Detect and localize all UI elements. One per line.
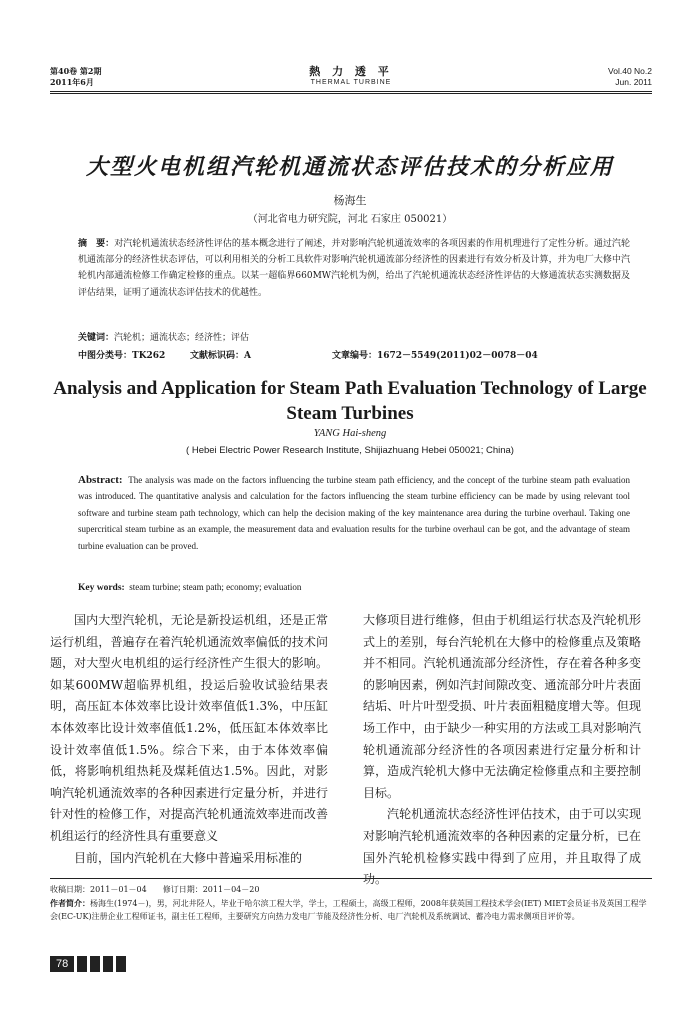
article-title-en: Analysis and Application for Steam Path Evaluation Technology of Large Steam Turbines	[53, 378, 647, 424]
affiliation-en: ( Hebei Electric Power Research Institute, Shijiazhuang Hebei 050021; China)	[186, 445, 514, 456]
journal-name	[50, 66, 652, 88]
volume-issue-en: Vol.40 No.2	[608, 66, 652, 76]
body-column-right	[363, 610, 641, 891]
abstract-text-en: The analysis was made on the factors influencing the turbine steam path efficiency, and the concept of the turbine steam path evaluation was introduced. The quantitative analysis and calculation for the factors influencing the steam turbine efficiency can be made by using relevant tool software and turbine steam path technology, which can help the decision making of the key maintenance area during the turbine overhaul. Taking one supercritical steam turbine as an example, the measurement data and evaluation results for the turbine overhaul can be got, and the advantage of steam turbine evaluation can be proved.	[78, 475, 631, 551]
journal-name-en: THERMAL TURBINE	[310, 79, 392, 86]
body-paragraph: 目前，国内汽轮机在大修中普遍采用标准的	[74, 850, 303, 865]
clc-number: 中图分类号：TK262	[78, 351, 166, 361]
decor-block	[77, 956, 87, 972]
article-title-cn: 大型火电机组汽轮机通流状态评估技术的分析应用	[85, 154, 614, 180]
header-rule	[50, 91, 652, 92]
body-paragraph: 汽轮机通流状态经济性评估技术，由于可以实现对影响汽轮机通流效率的各种因素的定量分析，已在国外汽轮机检修实践中得到了应用，并且取得了成功。	[363, 807, 641, 887]
body-paragraph: 国内大型汽轮机，无论是新投运机组，还是正常运行机组，普遍存在着汽轮机通流效率偏低的技术问题，对大型火电机组的运行经济性产生很大的影响。如某600MW超临界机组，投运后验收试验结果表明，高压缸本体效率比设计效率值低1.3%，中压缸本体效率比设计效率值低1.2%，低压缸本体效率比设计效率值低1.5%。综合下来，由于本体效率偏低，将影响机组热耗及煤耗值达1.5%。因此，对影响汽轮机通流效率的各种因素进行定量分析，并进行针对性的检修工作，对提高汽轮机通流效率进而改善机组运行的经济性具有重要意义	[50, 613, 328, 843]
abstract-label-cn: 摘 要：	[78, 239, 115, 249]
keywords-en	[78, 582, 630, 593]
body-paragraph: 大修项目进行维修，但由于机组运行状态及汽轮机形式上的差别，每台汽轮机在大修中的检修重点及策略并不相同。汽轮机通流部分经济性，存在着各种多变的影响因素，例如汽封间隙改变、通流部分叶片表面结垢、叶片叶型受损、叶片表面粗糙度增大等。但现场工作中，由于缺少一种实用的方法或工具对影响汽轮机通流部分经济性的各项因素进行定量分析和计算，造成汽轮机大修中无法确定检修重点和主要控制目标。	[363, 613, 641, 800]
decor-block	[116, 956, 126, 972]
keywords-label-en: Key words:	[78, 583, 125, 593]
keywords-text-en: steam turbine; steam path; economy; evaluation	[129, 582, 302, 592]
keywords-label-cn: 关键词：	[78, 333, 115, 343]
page-number: 78	[50, 956, 74, 972]
abstract-text-cn: 对汽轮机通流状态经济性评估的基本概念进行了阐述，并对影响汽轮机通流效率的各项因素的作用机理进行了定性分析。通过汽轮机通流部分的经济性状态评估，可以利用相关的分析工具软件对影响汽轮机通流部分经济性的因素进行有效分析及计算，并为电厂大修中汽轮机内部通流检修工作确定检修的重点。以某一超临界660MW汽轮机为例，给出了汽轮机通流状态经济性评估的大修通流状态实测数据及评估结果，证明了通流状态评估技术的优越性。	[78, 239, 630, 298]
date-cn: 2011年6月	[50, 77, 94, 87]
author-name-en: YANG Hai-sheng	[313, 428, 387, 439]
decor-block	[90, 956, 100, 972]
article-number: 文章编号：1672－5549(2011)02－0078－04	[332, 351, 538, 361]
keywords-text-cn: 汽轮机；通流状态；经济性；评估	[114, 333, 250, 343]
footnote-rule	[50, 878, 652, 879]
body-column-left	[50, 610, 328, 869]
author-bio	[50, 897, 652, 923]
author-bio-text: 杨海生(1974－)，男，河北井陉人，毕业于哈尔滨工程大学，学士，工程硕士，高级工程师，2008年获英国工程技术学会(IET) MIET会员证书及英国工程学会(EC-UK)注册企业工程师证书，副主任工程师，主要研究方向热力发电厂节能及经济性分析、电厂汽轮机及系统调试、蓄冷电力需求侧项目评价等。	[50, 899, 647, 921]
abstract-cn	[78, 236, 630, 301]
document-code: 文献标识码：A	[190, 351, 251, 361]
keywords-cn	[78, 330, 630, 343]
received-dates: 收稿日期：2011－01－04 修订日期：2011－04－20	[50, 885, 260, 894]
header-rule-thin	[50, 93, 652, 94]
abstract-en	[78, 472, 630, 554]
affiliation-cn: （河北省电力研究院，河北 石家庄 050021）	[247, 214, 453, 225]
running-header	[50, 66, 652, 90]
decor-block	[103, 956, 113, 972]
date-en: Jun. 2011	[615, 77, 652, 87]
page-number-bar	[50, 956, 126, 972]
header-right	[608, 66, 652, 88]
author-bio-label: 作者简介：	[50, 898, 90, 908]
author-name-cn: 杨海生	[333, 194, 367, 207]
volume-issue-cn: 第40卷 第2期	[50, 66, 102, 76]
journal-name-cn: 熱 力 透 平	[309, 65, 393, 78]
abstract-label-en: Abstract:	[78, 474, 123, 486]
